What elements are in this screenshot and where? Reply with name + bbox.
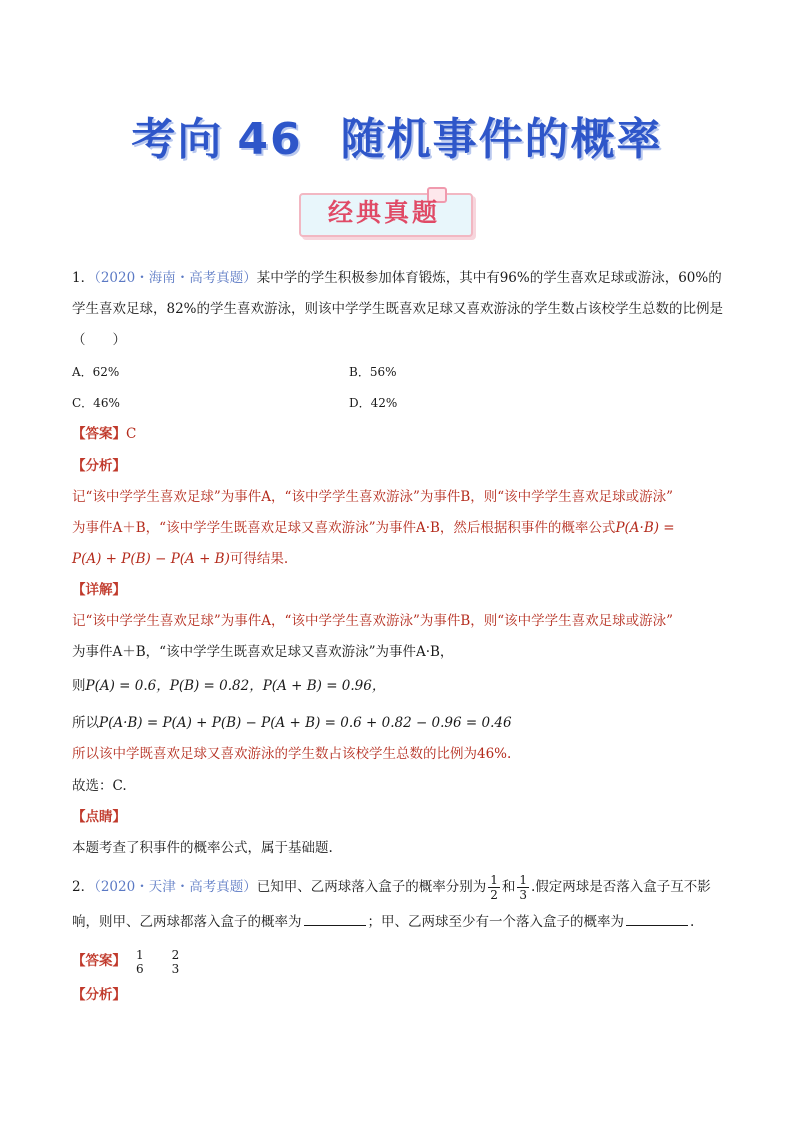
q1-number: 1．	[72, 270, 95, 286]
q2-line1	[72, 870, 711, 904]
analysis-line2-text: 为事件A＋B，“该中学学生既喜欢足球又喜欢游泳”为事件A·B，然后根据积事件的概率公式	[72, 520, 616, 536]
q2-answer	[72, 944, 183, 978]
q1-answer	[72, 424, 136, 444]
q1-source: （2020・海南・高考真题）	[94, 270, 257, 286]
page-title	[0, 103, 794, 167]
title-prefix: 考向	[131, 114, 224, 165]
q1-detail-line6: 故选：C.	[72, 778, 127, 794]
q1-detail-line1: 记“该中学学生喜欢足球”为事件A，“该中学学生喜欢游泳”为事件B，则“该中学学生喜欢足球或游泳”	[72, 613, 674, 629]
frac2-num: 1	[519, 873, 527, 887]
q2-fraction-2	[517, 873, 529, 902]
q1-analysis-line3	[72, 549, 288, 569]
analysis-label: 【分析】	[72, 458, 126, 474]
q2-text-2a: 响，则甲、乙两球都落入盒子的概率为	[72, 914, 302, 930]
frac2-den: 3	[519, 888, 527, 902]
q2-answer-2	[170, 948, 182, 976]
answer-value: C	[126, 426, 137, 442]
detail-label: 【详解】	[72, 582, 126, 598]
title-topic: 随机事件的概率	[340, 114, 663, 165]
q1-detail-line4	[72, 713, 512, 733]
analysis-line2-formula: P(A·B) =	[615, 520, 675, 536]
ans1-num: 1	[136, 947, 144, 962]
q2-blank-1	[304, 913, 366, 926]
q1-detail-label	[72, 580, 126, 600]
section-banner	[299, 187, 474, 237]
title-number: 46	[237, 114, 303, 165]
q1-analysis-line2	[72, 518, 675, 538]
q2-text-1c: .假定两球是否落入盒子互不影	[530, 879, 711, 895]
analysis-line3-text: 可得结果.	[229, 551, 289, 567]
ans1-den: 6	[136, 961, 144, 976]
q2-text-2b: ；甲、乙两球至少有一个落入盒子的概率为	[367, 914, 624, 930]
q2-text-1a: 已知甲、乙两球落入盒子的概率分别为	[256, 879, 487, 895]
q2-number: 2．	[72, 879, 95, 895]
q2-answer-1	[134, 948, 146, 976]
q1-line1	[72, 268, 722, 288]
analysis-line3-formula: P(A) + P(B) − P(A + B)	[72, 551, 230, 567]
q2-blank-2	[626, 913, 688, 926]
q2-text-1b: 和	[501, 879, 516, 895]
q1-paren: （ ）	[72, 332, 126, 348]
detail-line3-prefix: 则	[72, 678, 86, 694]
ans2-num: 2	[171, 947, 180, 962]
ans2-den: 3	[171, 961, 180, 976]
frac1-den: 2	[490, 888, 498, 902]
q2-analysis-label-text: 【分析】	[72, 987, 126, 1003]
q1-option-a: A．62%	[72, 365, 120, 379]
q1-analysis-line1: 记“该中学学生喜欢足球”为事件A，“该中学学生喜欢游泳”为事件B，则“该中学学生喜欢足球或游泳”	[72, 489, 674, 505]
answer-label: 【答案】	[72, 426, 126, 442]
detail-line4-formula: P(A·B) = P(A) + P(B) − P(A + B) = 0.6 + 0.82 − 0.96 = 0.46	[99, 715, 512, 731]
q2-answer-label: 【答案】	[72, 953, 126, 969]
q2-fraction-1	[488, 873, 500, 902]
q2-text-2c: .	[690, 914, 695, 930]
banner-label: 经典真题	[327, 198, 440, 227]
q1-option-d: D．42%	[349, 396, 398, 410]
q1-line2: 学生喜欢足球，82%的学生喜欢游泳，则该中学学生既喜欢足球又喜欢游泳的学生数占该校学生总数的比例是	[72, 301, 724, 317]
q1-detail-line5: 所以该中学既喜欢足球又喜欢游泳的学生数占该校学生总数的比例为46%.	[72, 746, 512, 762]
q2-analysis-label	[72, 985, 126, 1005]
q1-option-c: C．46%	[72, 396, 120, 410]
q1-comment-label	[72, 807, 126, 827]
q1-comment: 本题考查了积事件的概率公式，属于基础题.	[72, 840, 333, 856]
q1-analysis-label	[72, 456, 126, 476]
detail-line3-formula: P(A) = 0.6，P(B) = 0.82，P(A + B) = 0.96，	[85, 678, 386, 694]
detail-line4-prefix: 所以	[72, 715, 99, 731]
q1-text-1: 某中学的学生积极参加体育锻炼，其中有96%的学生喜欢足球或游泳，60%的	[256, 270, 722, 286]
q1-detail-line3	[72, 676, 385, 696]
q1-option-b: B．56%	[349, 365, 397, 379]
q1-detail-line2: 为事件A＋B，“该中学学生既喜欢足球又喜欢游泳”为事件A·B，	[72, 644, 454, 660]
comment-label: 【点睛】	[72, 809, 126, 825]
q2-source: （2020・天津・高考真题）	[94, 879, 257, 895]
frac1-num: 1	[490, 873, 498, 887]
q2-line2	[72, 912, 694, 932]
